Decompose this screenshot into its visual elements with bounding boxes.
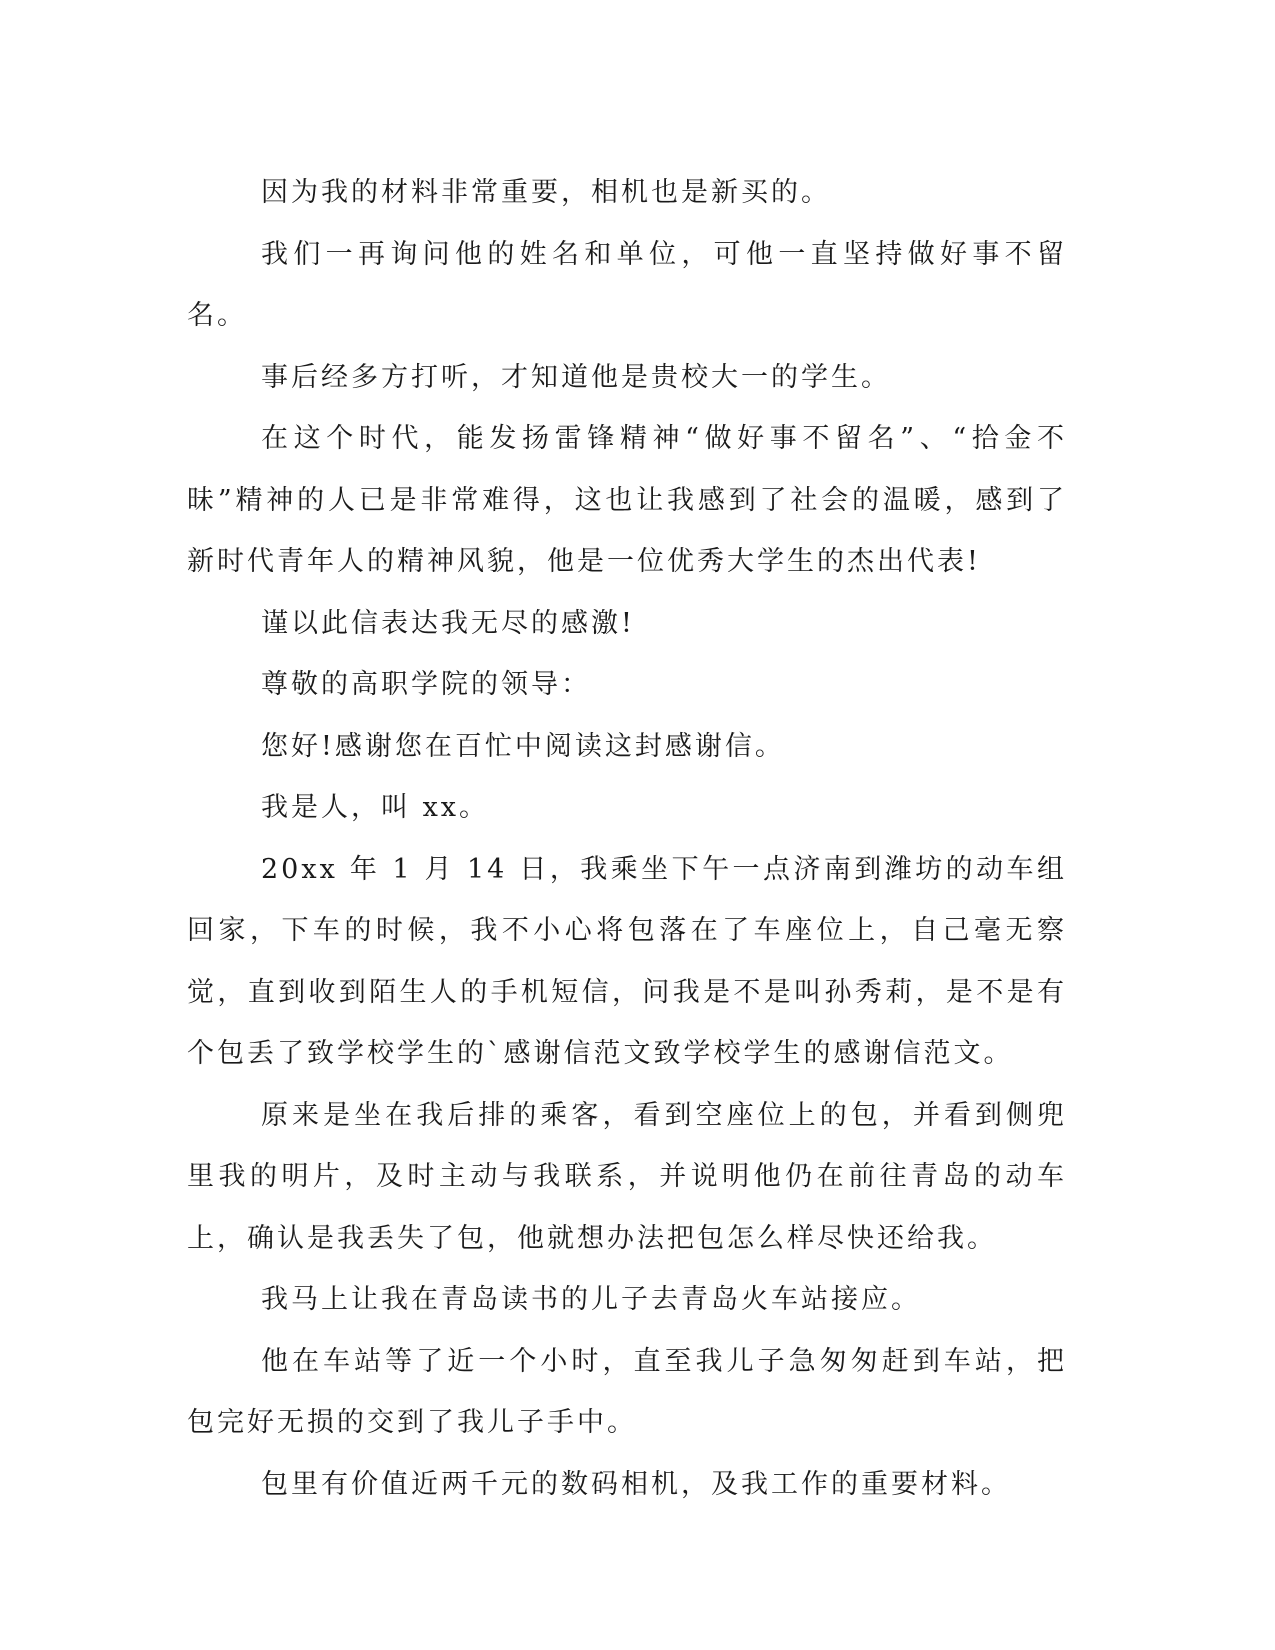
paragraph: 他在车站等了近一个小时，直至我儿子急匆匆赶到车站，把包完好无损的交到了我儿子手中。 [187, 1345, 1067, 1438]
salutation: 尊敬的高职学院的领导： [261, 669, 591, 700]
paragraph: 谨以此信表达我无尽的感激! [261, 607, 635, 639]
paragraph: 原来是坐在我后排的乘客，看到空座位上的包，并看到侧兜里我的明片，及时主动与我联系，并说明他仍在前往青岛的动车上，确认是我丢失了包，他就想办法把包怎么样尽快还给我。 [187, 1099, 1067, 1254]
paragraph: 20xx 年 1 月 14 日，我乘坐下午一点济南到潍坊的动车组回家，下车的时候，我不小心将包落在了车座位上，自己毫无察觉，直到收到陌生人的手机短信，问我是不是叫孙秀莉，是不是有个包丢了致学校学生的`感谢信范文致学校学生的感谢信范文。 [187, 853, 1067, 1069]
paragraph: 我们一再询问他的姓名和单位，可他一直坚持做好事不留名。 [187, 238, 1067, 331]
paragraph: 事后经多方打听，才知道他是贵校大一的学生。 [261, 361, 891, 393]
paragraph: 包里有价值近两千元的数码相机，及我工作的重要材料。 [261, 1468, 1011, 1500]
paragraph: 我马上让我在青岛读书的儿子去青岛火车站接应。 [261, 1284, 921, 1315]
letter-body [187, 162, 1067, 1515]
paragraph: 我是人，叫 xx。 [261, 792, 490, 823]
paragraph: 在这个时代，能发扬雷锋精神“做好事不留名”、“拾金不昧”精神的人已是非常难得，这也让我感到了社会的温暖，感到了新时代青年人的精神风貌，他是一位优秀大学生的杰出代表! [187, 423, 1067, 577]
greeting: 您好!感谢您在百忙中阅读这封感谢信。 [261, 730, 785, 762]
paragraph: 因为我的材料非常重要，相机也是新买的。 [261, 177, 831, 208]
